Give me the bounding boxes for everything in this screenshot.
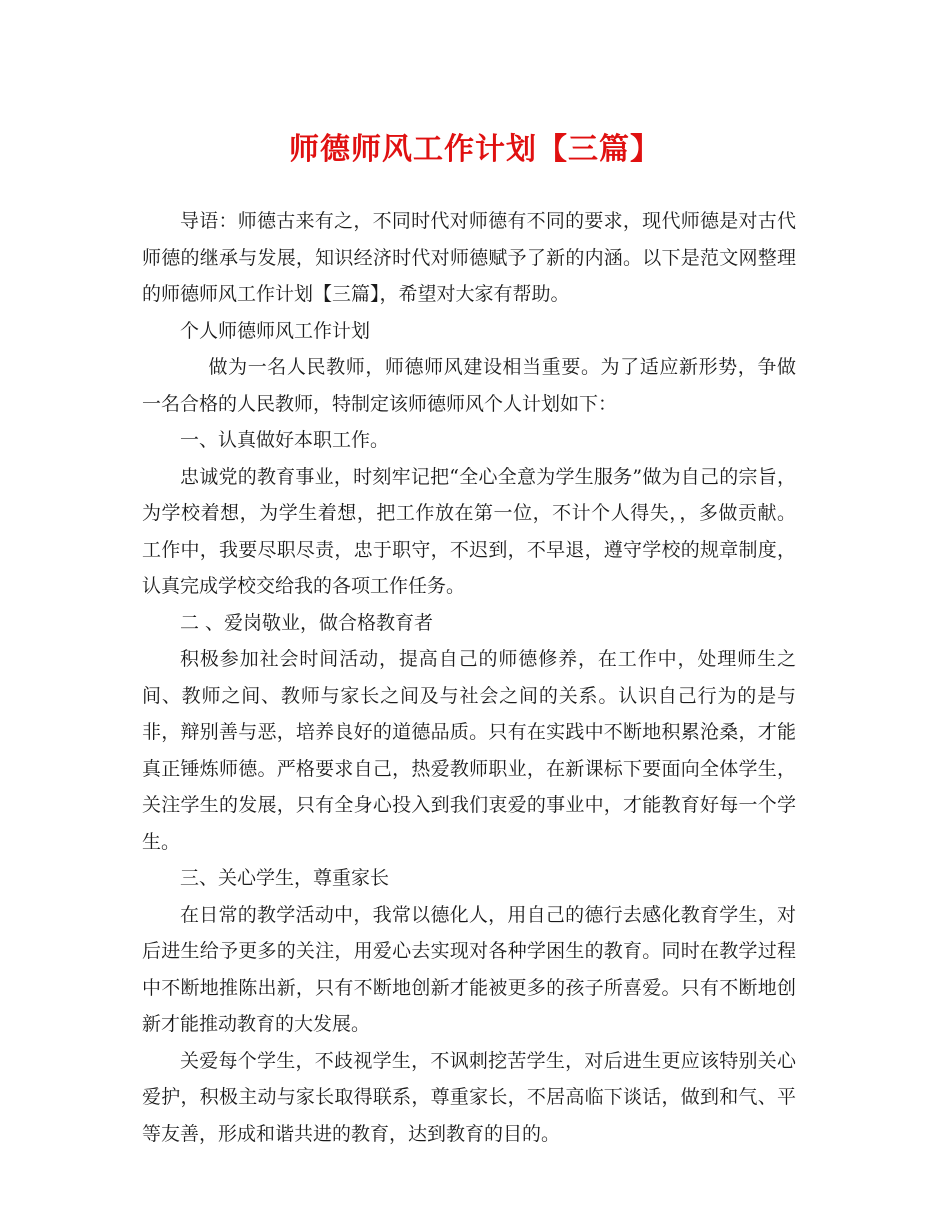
section-heading-personal-plan: 个人师德师风工作计划 [180,319,371,342]
item-3-paragraph-2: 关爱每个学生，不歧视学生，不讽刺挖苦学生，对后进生更应该特别关心爱护，积极主动与家长取得联系，尊重家长，不居高临下谈话，做到和气、平等友善，形成和谐共进的教育，达到教育的目的。 [142,1049,796,1145]
item-3-paragraph: 在日常的教学活动中，我常以德化人，用自己的德行去感化教育学生，对后进生给予更多的关注，用爱心去实现对各种学困生的教育。同时在教学过程中不断地推陈出新，只有不断地创新才能被更多的孩子所喜爱。只有不断地创新才能推动教育的大发展。 [142,903,796,1035]
plan-intro-paragraph: 做为一名人民教师，师德师风建设相当重要。为了适应新形势，争做一名合格的人民教师，特制定该师德师风个人计划如下： [142,356,796,415]
heading-item-1: 一、认真做好本职工作。 [180,429,390,451]
item-2-paragraph: 积极参加社会时间活动，提高自己的师德修养，在工作中，处理师生之间、教师之间、教师与家长之间及与社会之间的关系。认识自己行为的是与非，辩别善与恶，培养良好的道德品质。只有在实践中不断地积累沧桑，才能真正锤炼师德。严格要求自己，热爱教师职业，在新课标下要面向全体学生，关注学生的发展，只有全身心投入到我们衷爱的事业中，才能教育好每一个学生。 [142,648,796,853]
heading-item-2: 二 、爱岗敬业，做合格教育者 [180,611,434,634]
document-title: 师德师风工作计划【三篇】 [289,132,661,167]
item-1-paragraph: 忠诚党的教育事业，时刻牢记把“全心全意为学生服务”做为自己的宗旨，为学校着想，为学生着想，把工作放在第一位，不计个人得失，，多做贡献。工作中，我要尽职尽责，忠于职守，不迟到，不早退，遵守学校的规章制度，认真完成学校交给我的各项工作任务。 [142,465,796,597]
heading-item-3: 三、关心学生，尊重家长 [180,867,390,889]
intro-paragraph: 导语：师德古来有之，不同时代对师德有不同的要求，现代师德是对古代师德的继承与发展，知识经济时代对师德赋予了新的内涵。以下是范文网整理的师德师风工作计划【三篇】，希望对大家有帮助。 [142,210,796,305]
document-body [142,203,796,1152]
